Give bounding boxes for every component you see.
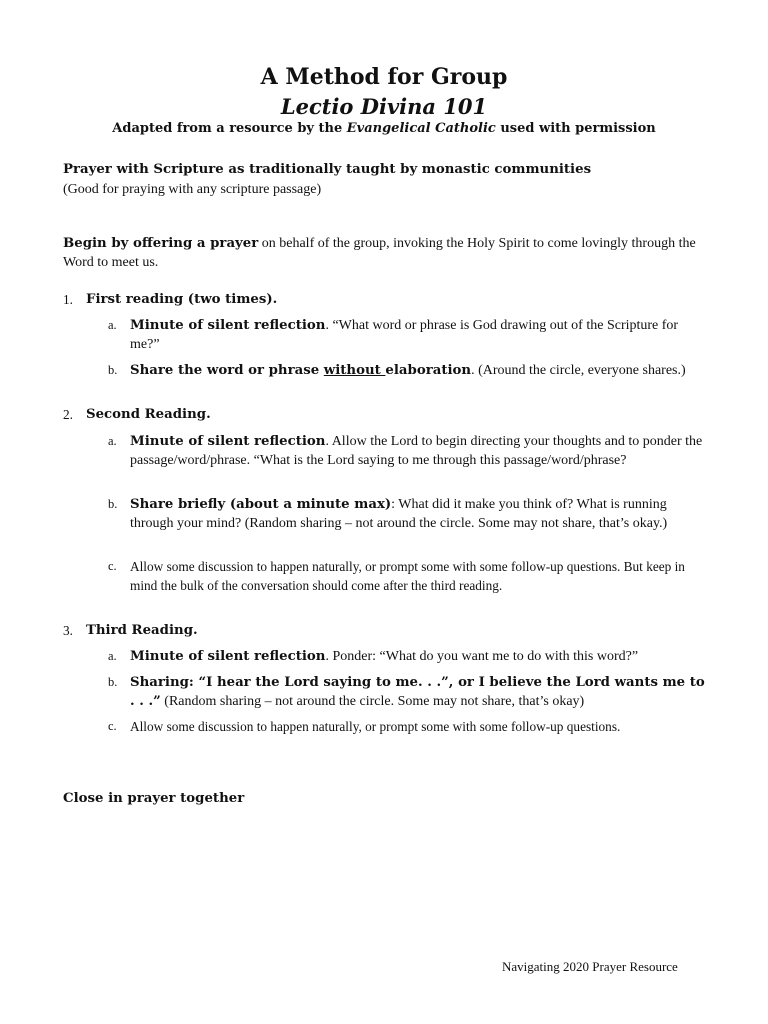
opening-instruction (63, 234, 703, 272)
substep-1b (130, 361, 710, 380)
substep-3c-text: Allow some discussion to happen naturally, or prompt some with some follow-up questions. (130, 719, 621, 734)
page-footer: Navigating 2020 Prayer Resource (502, 959, 678, 974)
substep-1a-text: . “What word or phrase is God drawing out of the Scripture for me?” (130, 318, 679, 352)
step-number-3: 3. (63, 623, 73, 638)
substep-1b-underlined: without (323, 363, 386, 378)
substep-1a (130, 316, 710, 354)
substep-3a-text: . Ponder: “What do you want me to do with this word?” (325, 649, 639, 664)
substep-letter-3a: a. (108, 649, 117, 663)
substep-letter-2b: b. (108, 497, 118, 511)
closing-instruction: Close in prayer together (63, 791, 245, 806)
substep-2b-bold: Share briefly (about a minute max) (130, 497, 392, 512)
substep-letter-3b: b. (108, 675, 118, 689)
substep-1a-bold: Minute of silent reflection (130, 318, 326, 333)
substep-letter-2c: c. (108, 559, 117, 573)
substep-letter-1a: a. (108, 318, 117, 332)
substep-3b-bold: Sharing: “I hear the Lord saying to me. . .”, or I believe the Lord wants me to . . .” (130, 675, 705, 709)
opening-bold: Begin by offering a prayer (63, 236, 259, 251)
substep-1b-bold-end: elaboration (385, 363, 472, 378)
step-title-3 (86, 621, 198, 640)
attribution-source: Evangelical Catholic (346, 121, 496, 136)
step-title-1-text: First reading (two times) (86, 292, 273, 307)
substep-2c-text: Allow some discussion to happen naturally, or prompt some with some follow-up questions. But keep in mind the bulk of the conversation should come after the third reading. (130, 559, 685, 593)
step-title-2-end: . (206, 407, 211, 422)
section-heading: Prayer with Scripture as traditionally taught by monastic communities (63, 162, 592, 177)
substep-2a (130, 432, 710, 470)
attribution-line (0, 121, 768, 136)
substep-3a-bold: Minute of silent reflection (130, 649, 326, 664)
substep-1b-bold: Share the word or phrase (130, 363, 324, 378)
section-heading-note: (Good for praying with any scripture passage) (63, 182, 322, 197)
opening-text: on behalf of the group, invoking the Holy Spirit to come lovingly through the Word to meet us. (63, 236, 696, 270)
step-title-1 (86, 290, 277, 309)
attribution-post: used with permission (495, 121, 656, 136)
substep-2a-bold: Minute of silent reflection (130, 434, 326, 449)
step-title-2-text: Second Reading (86, 407, 207, 422)
substep-3a (130, 647, 710, 666)
substep-letter-1b: b. (108, 363, 118, 377)
step-title-3-end: . (193, 623, 198, 638)
substep-letter-2a: a. (108, 434, 117, 448)
substep-2b-text: : What did it make you think of? What is running through your mind? (Random sharing – not around the circle. Some may not share, that’s okay.) (130, 497, 668, 531)
step-title-2 (86, 405, 211, 424)
step-title-3-text: Third Reading (86, 623, 193, 638)
substep-letter-3c: c. (108, 719, 117, 733)
attribution-pre: Adapted from a resource by the (112, 121, 347, 136)
step-number-2: 2. (63, 407, 73, 422)
doc-title: A Method for Group (260, 64, 508, 90)
substep-1b-text: . (Around the circle, everyone shares.) (471, 363, 686, 378)
step-number-1: 1. (63, 292, 73, 307)
substep-3b (130, 673, 710, 711)
substep-3b-text: (Random sharing – not around the circle. Some may not share, that’s okay) (160, 694, 585, 709)
substep-2b (130, 495, 710, 533)
substep-2a-text: . Allow the Lord to begin directing your thoughts and to ponder the passage/word/phrase. “What is the Lord saying to me through this passage/word/phrase? (130, 434, 703, 468)
doc-subtitle: Lectio Divina 101 (280, 94, 488, 119)
step-title-1-end: . (272, 292, 278, 307)
